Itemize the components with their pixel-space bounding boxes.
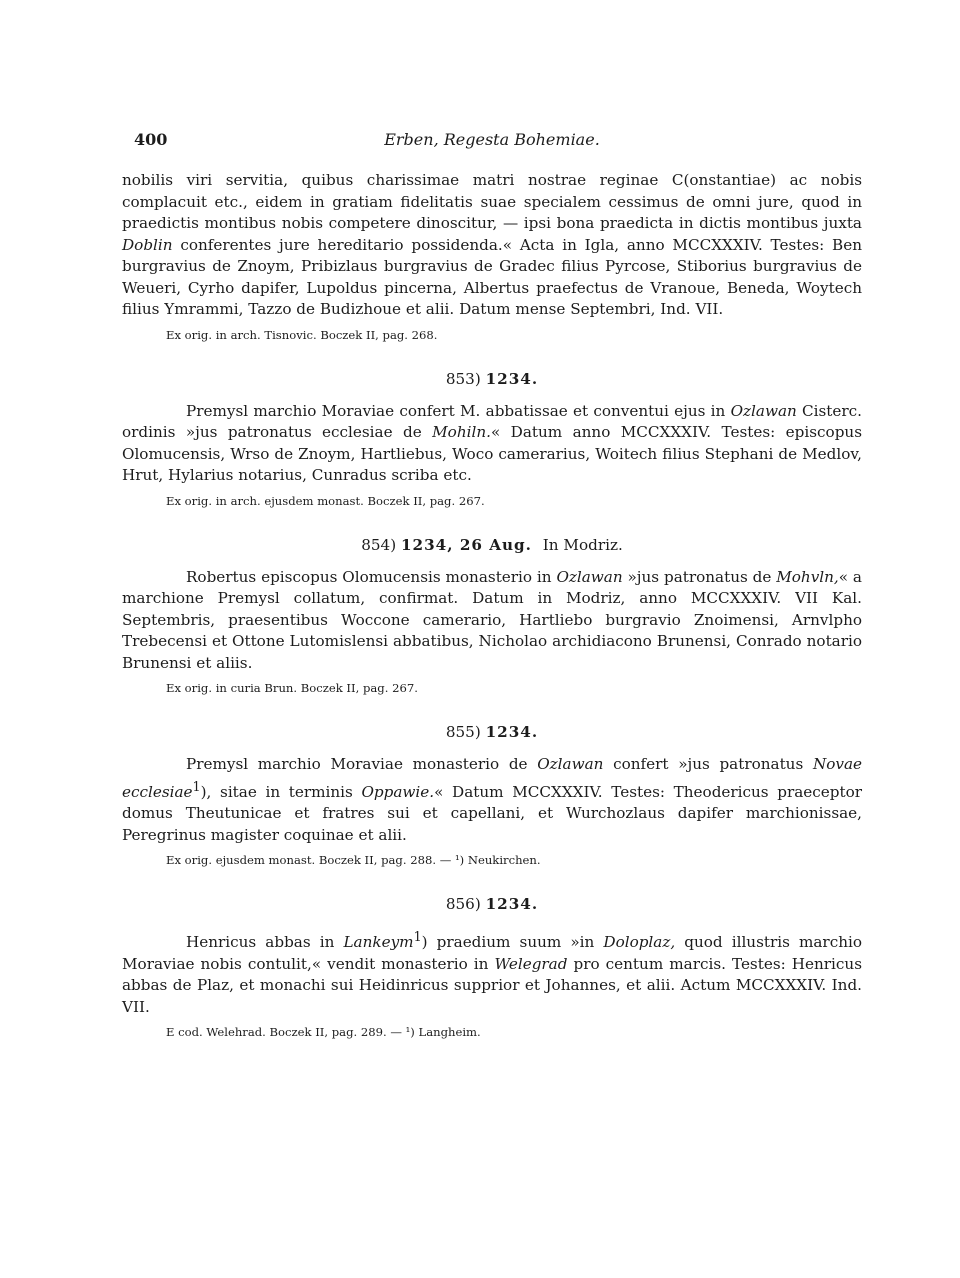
place-name: Ozlawan bbox=[730, 401, 797, 420]
footnote-mark: 1 bbox=[192, 778, 201, 794]
entry-place: In Modriz. bbox=[542, 535, 623, 554]
text-span: »jus patronatus de bbox=[622, 567, 777, 586]
text-span: quod illustris marchio Moraviae nobis contulit,« vendit monasterio in bbox=[122, 933, 862, 973]
entry-year: 1234. bbox=[485, 723, 539, 741]
entry-number: 854) bbox=[361, 535, 397, 554]
place-name: Doblin bbox=[122, 235, 173, 254]
entry-853-source: Ex orig. in arch. ejusdem monast. Boczek II, pag. 267. bbox=[166, 493, 485, 508]
text-span: ), sitae in terminis bbox=[200, 782, 362, 801]
entry-number: 856) bbox=[445, 895, 481, 914]
entry-853-text bbox=[122, 401, 862, 487]
entry-number: 853) bbox=[445, 369, 481, 388]
entry-year: 1234. bbox=[485, 895, 539, 914]
entry-853-heading bbox=[122, 369, 862, 389]
place-name: Mohiln. bbox=[432, 423, 491, 441]
entry-date: 1234, 26 Aug. bbox=[400, 535, 532, 554]
text-span: ) praedium suum »in bbox=[421, 933, 604, 952]
text-span: « Datum MCCXXXIV. Testes: Theodericus praeceptor domus Theutunicae et fratres sui et capellani, et Wurchozlaus dapifer marchionissae, Peregrinus magister coquinae et alii. bbox=[122, 782, 863, 844]
entry-855-heading bbox=[122, 722, 862, 742]
page-header bbox=[122, 130, 862, 154]
page-body bbox=[122, 170, 862, 1040]
entry-854-source: Ex orig. in curia Brun. Boczek II, pag. 267. bbox=[166, 681, 418, 695]
place-name: Welegrad bbox=[494, 954, 568, 973]
text-span: conferentes jure hereditario possidenda.« Acta in Igla, anno MCCXXXIV. Testes: Ben burgravius de Znoym, Pribizlaus burgravius de Gradec filius Pyrcose, Stiborius burgravius de Weueri, Cyrho dapifer, Lupoldus pincerna, Albertus praefectus de Vranoue, Beneda, Woytech filius Ymrammi, Tazzo de Budizhoue et alii. Datum mense Septembri, Ind. VII. bbox=[122, 235, 862, 318]
entry-year: 1234. bbox=[485, 369, 539, 388]
place-name: Ozlawan bbox=[556, 567, 623, 586]
place-name: Novae ecclesiae bbox=[122, 755, 862, 801]
text-span: Henricus abbas in bbox=[186, 933, 344, 952]
place-name: Lankeym bbox=[343, 933, 414, 952]
entry-856-heading bbox=[122, 894, 862, 914]
entry-855-source: Ex orig. ejusdem monast. Boczek II, pag. 288. — ¹) Neukirchen. bbox=[166, 853, 541, 868]
footnote-mark: 1 bbox=[413, 929, 422, 945]
entry-855-text bbox=[122, 754, 862, 846]
text-span: Robertus episcopus Olomucensis monasterio in bbox=[186, 567, 557, 586]
text-span: pro centum marcis. Testes: Henricus abbas de Plaz, et monachi sui Heidinricus supprior et Johannes, et alii. Actum MCCXXXIV. Ind. VII. bbox=[122, 954, 862, 1016]
entry-856-text bbox=[122, 926, 862, 1018]
entry-852-text bbox=[122, 170, 862, 321]
place-name: Mohvln, bbox=[776, 567, 839, 586]
text-span: Premysl marchio Moraviae monasterio de bbox=[186, 755, 538, 773]
entry-856-source: E cod. Welehrad. Boczek II, pag. 289. — ¹) Langheim. bbox=[166, 1025, 481, 1040]
place-name: Oppawie. bbox=[361, 782, 435, 801]
entry-852-source: Ex orig. in arch. Tisnovic. Boczek II, pag. 268. bbox=[166, 327, 438, 342]
text-span: « a marchione Premysl collatum, confirmat. Datum in Modriz, anno MCCXXXIV. VII Kal. Septembris, praesentibus Woccone camerario, Hartliebo burgravio Znoimensi, Arnvlpho Trebecensi et Ottone Lutomislensi abbatibus, Nicholao archidiacono Brunensi, Conrado notario Brunensi et aliis. bbox=[122, 567, 862, 672]
entry-854-text bbox=[122, 567, 862, 675]
entry-854-heading bbox=[122, 535, 862, 555]
text-span: « Datum anno MCCXXXIV. Testes: episcopus Olomucensis, Wrso de Znoym, Hartliebus, Woco camerarius, Woitech filius Stephani de Medlov, Hrut, Hylarius notarius, Cunradus scriba etc. bbox=[122, 423, 862, 484]
text-span: confert »jus patronatus bbox=[603, 755, 813, 773]
text-span: Cisterc. ordinis »jus patronatus ecclesiae de bbox=[122, 401, 862, 441]
text-span: Premysl marchio Moraviae confert M. abbatissae et conventui ejus in bbox=[186, 401, 731, 420]
place-name: Doloplaz, bbox=[603, 933, 676, 952]
running-title: Erben, Regesta Bohemiae. bbox=[384, 130, 600, 149]
place-name: Ozlawan bbox=[537, 755, 604, 773]
page-number: 400 bbox=[134, 130, 168, 149]
text-span: nobilis viri servitia, quibus charissimae matri nostrae reginae C(onstantiae) ac nobis complacuit etc., eidem in gratiam fidelitatis suae specialem cessimus de omni jure, quod in praedictis montibus nobis competere dinoscitur, — ipsi bona praedicta in dictis montibus juxta bbox=[122, 171, 862, 232]
entry-number: 855) bbox=[445, 723, 481, 741]
